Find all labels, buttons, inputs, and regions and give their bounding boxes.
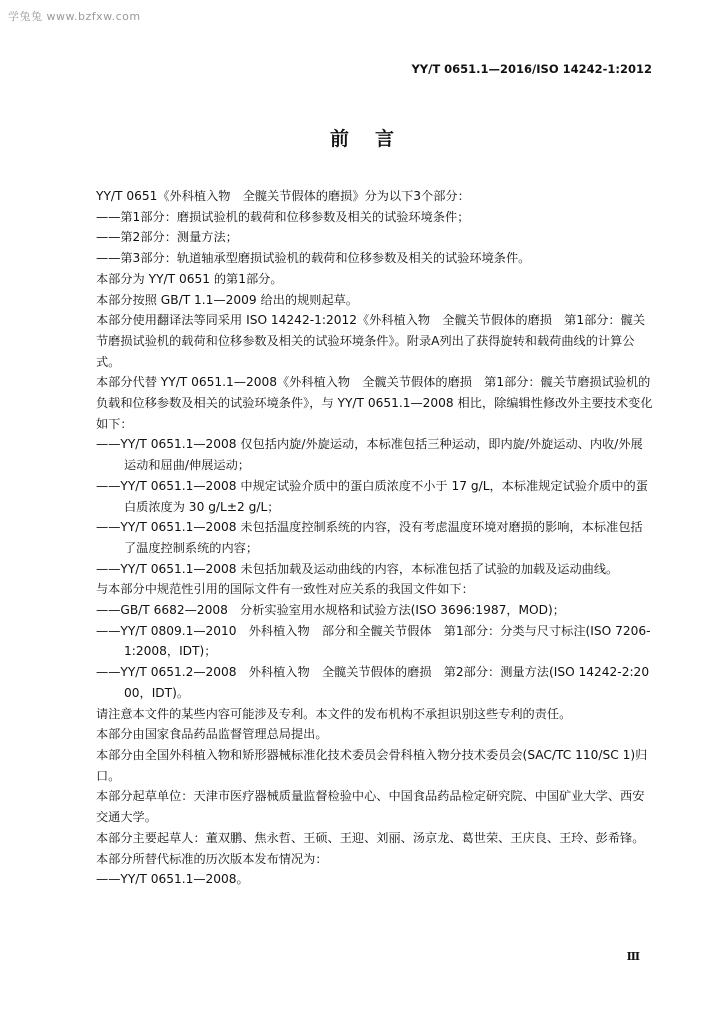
list-item: ——YY/T 0809.1—2010 外科植入物 部分和全髋关节假体 第1部分：分类与尺寸标注(ISO 7206-1:2008，IDT)； (96, 623, 651, 659)
paragraph: 本部分由全国外科植入物和矫形器械标准化技术委员会骨科植入物分技术委员会(SAC/TC 110/SC 1)归口。 (96, 747, 648, 783)
paragraph: 本部分主要起草人：董双鹏、焦永哲、王硕、王迎、刘丽、汤京龙、葛世荣、王庆良、王玲、彭希锋。 (96, 830, 645, 845)
document-body (96, 186, 654, 890)
paragraph: YY/T 0651《外科植入物 全髋关节假体的磨损》分为以下3个部分： (96, 189, 470, 203)
paragraph: 本部分为 YY/T 0651 的第1部分。 (96, 271, 283, 286)
paragraph: 本部分所替代标准的历次版本发布情况为： (96, 851, 328, 866)
document-id: YY/T 0651.1—2016/ISO 14242-1:2012 (411, 62, 652, 76)
paragraph: 本部分由国家食品药品监督管理总局提出。 (96, 727, 328, 742)
paragraph: 本部分使用翻译法等同采用 ISO 14242-1:2012《外科植入物 全髋关节假体的磨损 第1部分：髋关节磨损试验机的载荷和位移参数及相关的试验环境条件》。附录A列出了获得旋转和载荷曲线的计算公式。 (96, 313, 646, 369)
list-item: ——YY/T 0651.1—2008 中规定试验介质中的蛋白质浓度不小于 17 g/L，本标准规定试验介质中的蛋白质浓度为 30 g/L±2 g/L； (96, 478, 648, 514)
list-item: ——YY/T 0651.1—2008。 (96, 872, 249, 887)
list-item: ——YY/T 0651.1—2008 未包括温度控制系统的内容，没有考虑温度环境对磨损的影响，本标准包括了温度控制系统的内容； (96, 520, 643, 555)
paragraph: 请注意本文件的某些内容可能涉及专利。本文件的发布机构不承担识别这些专利的责任。 (96, 706, 572, 721)
page-number: Ⅲ (626, 950, 640, 963)
list-item: ——GB/T 6682—2008 分析实验室用水规格和试验方法(ISO 3696:1987，MOD)； (96, 603, 565, 618)
paragraph: 本部分按照 GB/T 1.1—2009 给出的规则起草。 (96, 292, 359, 307)
paragraph: 与本部分中规范性引用的国际文件有一致性对应关系的我国文件如下： (96, 582, 474, 597)
list-item: ——第3部分：轨道轴承型磨损试验机的载荷和位移参数及相关的试验环境条件。 (96, 251, 531, 266)
paragraph: 本部分代替 YY/T 0651.1—2008《外科植入物 全髋关节假体的磨损 第1部分：髋关节磨损试验机的负载和位移参数及相关的试验环境条件》，与 YY/T 0651.1—2008 相比，除编辑性修改外主要技术变化如下： (96, 375, 653, 431)
list-item: ——YY/T 0651.1—2008 未包括加载及运动曲线的内容，本标准包括了试验的加载及运动曲线。 (96, 561, 619, 576)
list-item: ——第2部分：测量方法； (96, 230, 238, 245)
list-item: ——YY/T 0651.2—2008 外科植入物 全髋关节假体的磨损 第2部分：测量方法(ISO 14242-2:2000，IDT)。 (96, 665, 650, 700)
page-title: 前言 (329, 128, 420, 150)
list-item: ——第1部分：磨损试验机的载荷和位移参数及相关的试验环境条件； (96, 209, 470, 224)
list-item: ——YY/T 0651.1—2008 仅包括内旋/外旋运动，本标准包括三种运动，即内旋/外旋运动、内收/外展运动和屈曲/伸展运动； (96, 437, 643, 473)
paragraph: 本部分起草单位：天津市医疗器械质量监督检验中心、中国食品药品检定研究院、中国矿业大学、西安交通大学。 (96, 789, 645, 825)
watermark: 学兔兔 www.bzfxw.com (8, 10, 141, 23)
